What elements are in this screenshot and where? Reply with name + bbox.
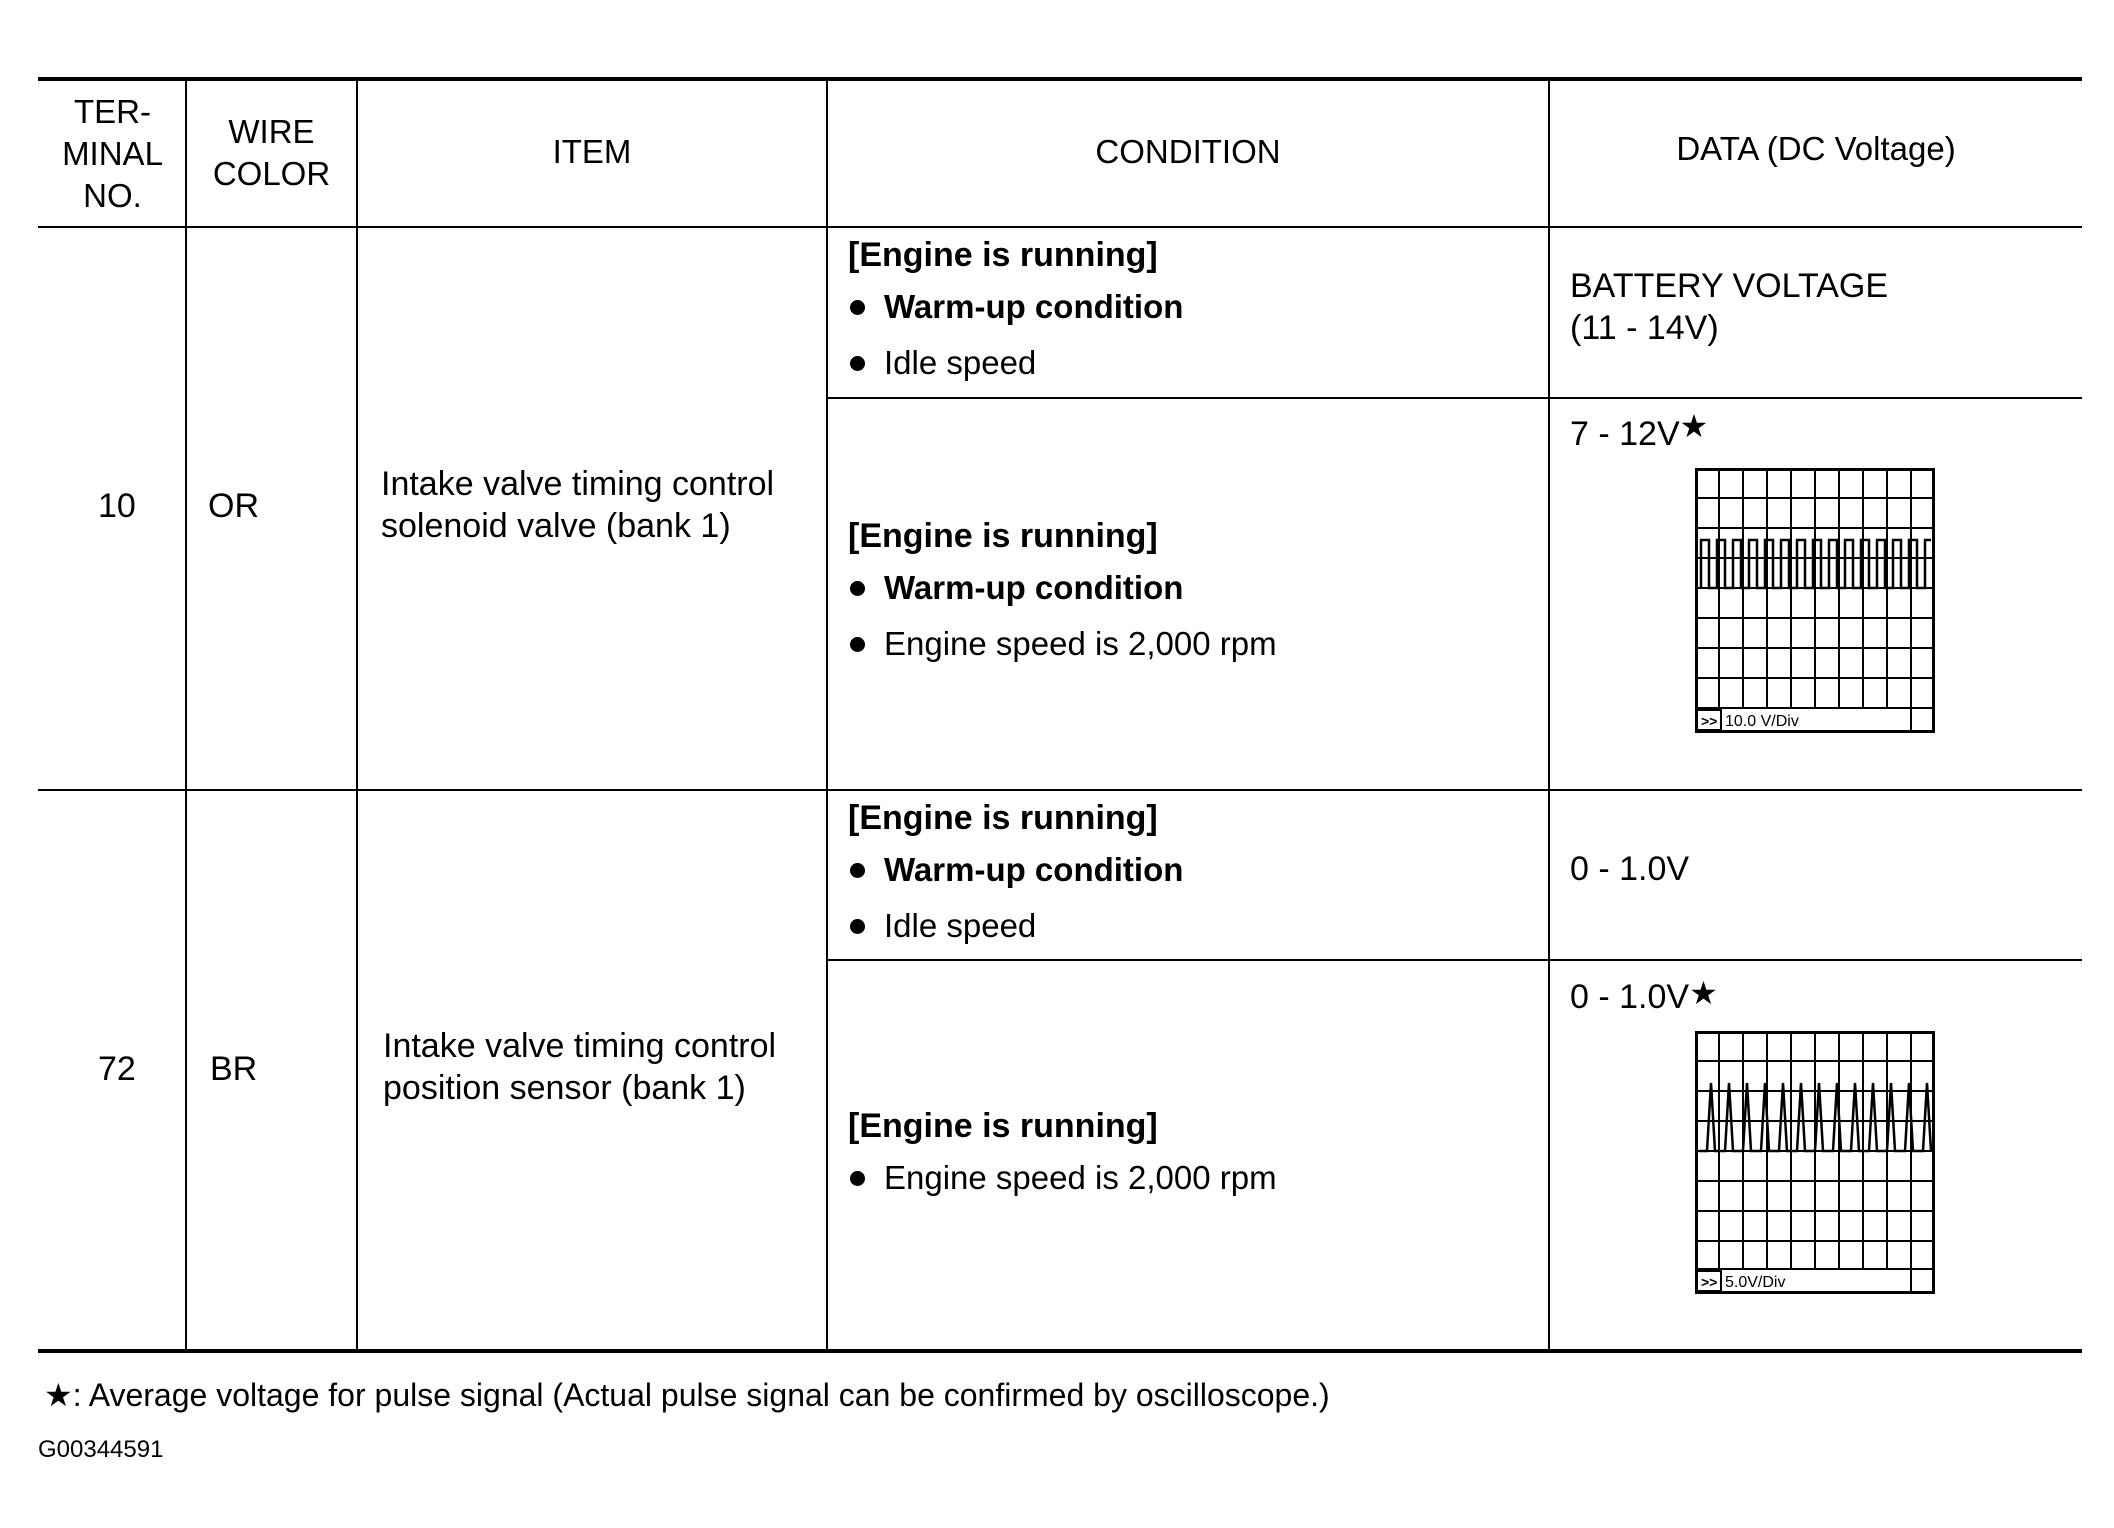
column-divider <box>185 81 187 1349</box>
bullet-icon <box>850 581 865 596</box>
condition-title: [Engine is running] <box>848 517 1158 555</box>
scope-scale-label: 5.0V/Div <box>1725 1274 1786 1291</box>
figure-id: G00344591 <box>38 1436 164 1463</box>
item-description: Intake valve timing control position sensor (bank 1) <box>383 1027 777 1107</box>
header-data: DATA (DC Voltage) <box>1676 130 1956 167</box>
bullet-icon <box>850 300 865 315</box>
condition-bullet: Idle speed <box>850 344 1036 382</box>
terminal-number: 10 <box>98 487 136 525</box>
header-bottom-rule <box>38 226 2082 228</box>
condition-title: [Engine is running] <box>848 799 1158 837</box>
header-wire-color: WIRE COLOR <box>212 113 331 192</box>
scope-marker: >> <box>1701 1274 1718 1290</box>
bullet-icon <box>850 637 865 652</box>
condition-title: [Engine is running] <box>848 236 1158 274</box>
bullet-icon <box>850 919 865 934</box>
star-icon: ★ <box>44 1377 73 1413</box>
column-divider <box>1548 81 1550 1349</box>
item-description: Intake valve timing control solenoid valve (bank 1) <box>381 465 775 545</box>
condition-title: [Engine is running] <box>848 1107 1158 1145</box>
oscilloscope-waveform <box>1695 1031 1935 1294</box>
data-value: 7 - 12V★ <box>1570 408 1709 453</box>
scope-marker: >> <box>1701 713 1718 729</box>
terminal-number: 72 <box>98 1050 136 1088</box>
condition-bullet: Warm-up condition <box>850 569 1183 607</box>
table-bottom-rule <box>38 1349 2082 1353</box>
data-value: BATTERY VOLTAGE (11 - 14V) <box>1570 267 1889 347</box>
header-condition: CONDITION <box>1095 133 1281 170</box>
star-icon: ★ <box>1689 975 1718 1011</box>
data-value: 0 - 1.0V <box>1570 850 1690 888</box>
bullet-icon <box>850 863 865 878</box>
header-item: ITEM <box>552 133 632 170</box>
oscilloscope-waveform <box>1695 468 1935 733</box>
bullet-icon <box>850 1171 865 1186</box>
column-divider <box>826 81 828 1349</box>
row-divider <box>38 789 2082 791</box>
header-terminal-no: TER- MINAL NO. <box>62 93 163 214</box>
condition-bullet: Warm-up condition <box>850 288 1183 326</box>
footnote: ★: Average voltage for pulse signal (Actual pulse signal can be confirmed by oscilloscope.) <box>44 1377 1330 1413</box>
column-divider <box>356 81 358 1349</box>
sub-row-divider <box>826 397 2082 399</box>
bullet-icon <box>850 356 865 371</box>
data-value: 0 - 1.0V★ <box>1570 975 1718 1016</box>
star-icon: ★ <box>1679 408 1709 444</box>
wire-color: BR <box>210 1050 258 1088</box>
condition-bullet: Engine speed is 2,000 rpm <box>850 1159 1277 1197</box>
scope-scale-label: 10.0 V/Div <box>1725 713 1799 730</box>
condition-bullet: Idle speed <box>850 907 1036 945</box>
condition-bullet: Warm-up condition <box>850 851 1183 889</box>
sub-row-divider <box>826 959 2082 961</box>
table-top-rule <box>38 77 2082 81</box>
wire-color: OR <box>208 487 259 525</box>
condition-bullet: Engine speed is 2,000 rpm <box>850 625 1277 663</box>
